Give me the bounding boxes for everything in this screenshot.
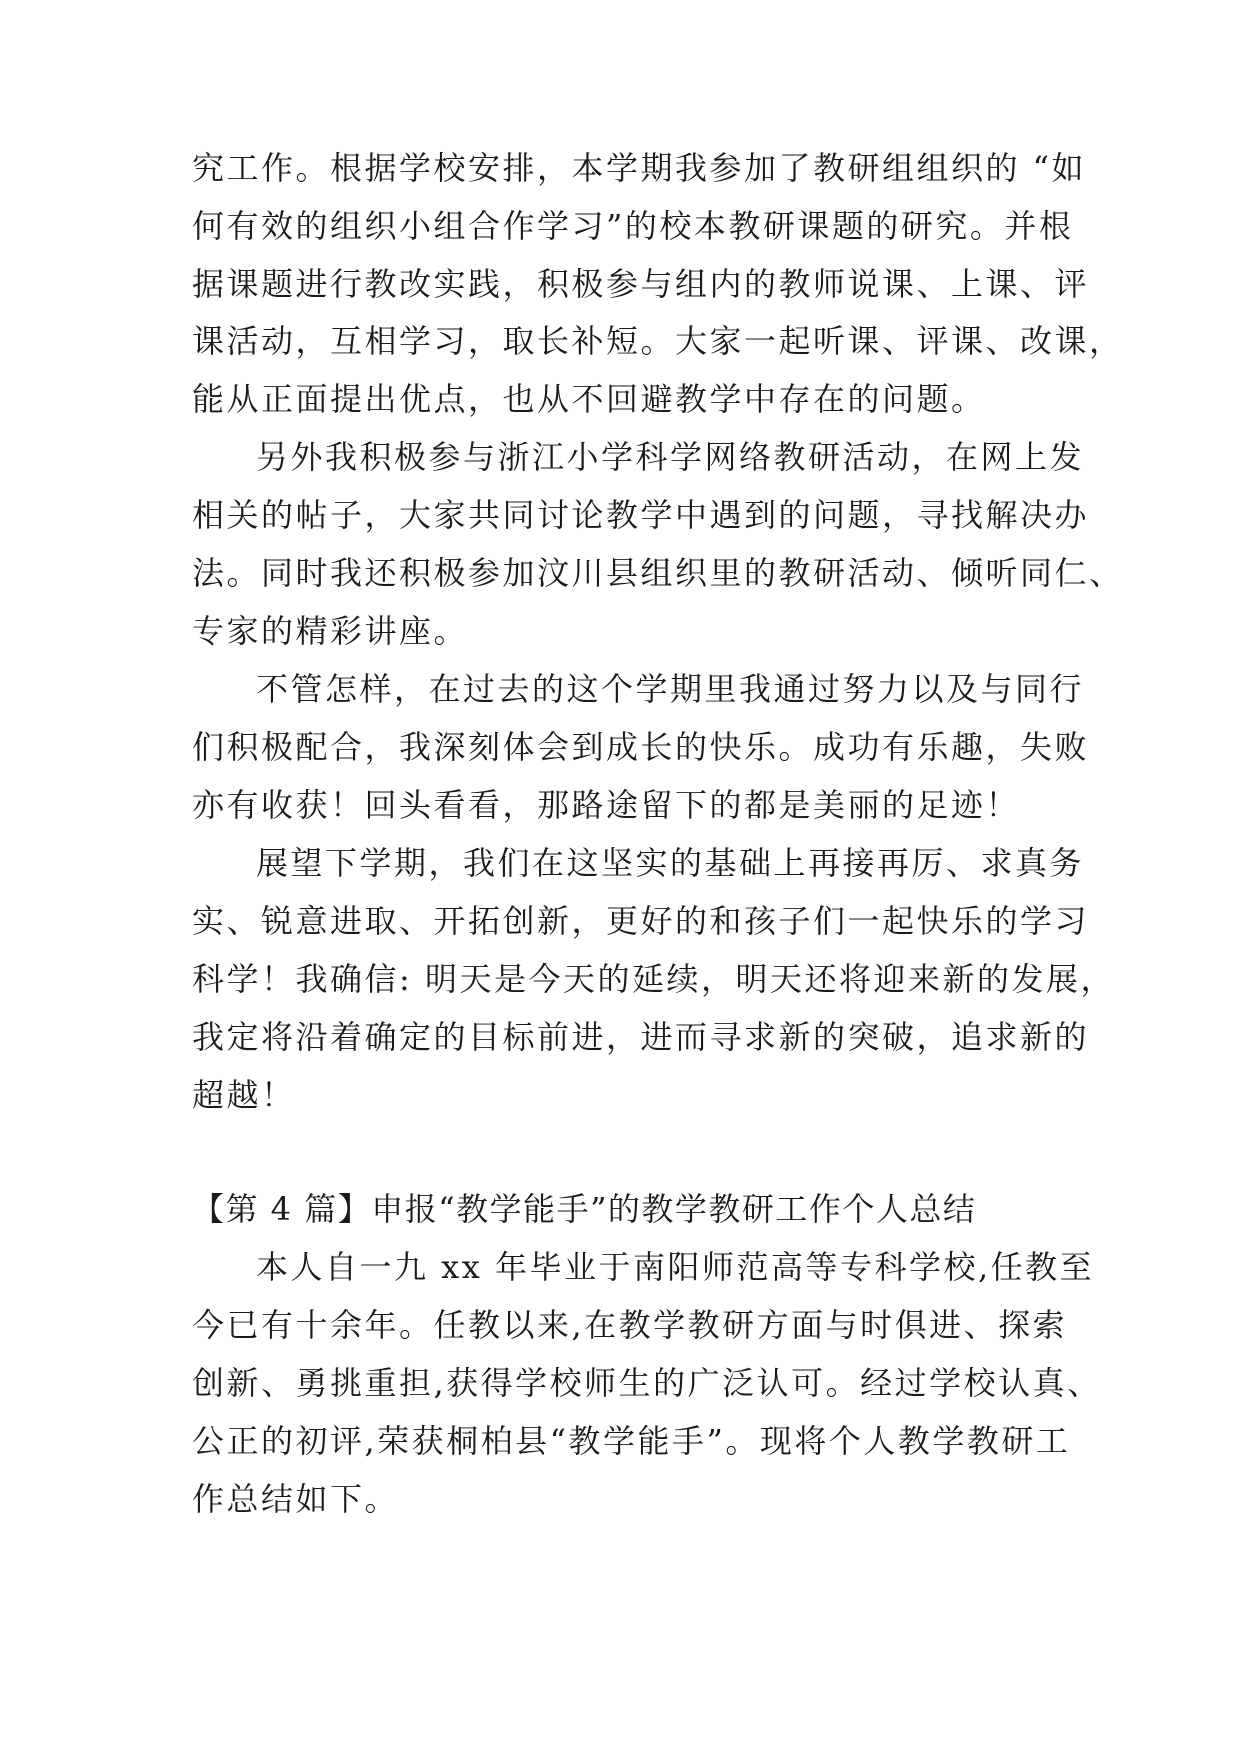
paragraph-line: 法。同时我还积极参加汶川县组织里的教研活动、倾听同仁、 [192,554,1124,592]
paragraph-line: 亦有收获！回头看看，那路途留下的都是美丽的足迹！ [192,786,1021,824]
paragraph-line: 何有效的组织小组合作学习”的校本教研课题的研究。并根 [192,207,1074,245]
section-title: 【第 4 篇】申报“教学能手”的教学教研工作个人总结 [192,1190,977,1228]
paragraph-line: 科学！我确信: 明天是今天的延续，明天还将迎来新的发展， [192,960,1115,998]
paragraph-line: 课活动，互相学习，取长补短。大家一起听课、评课、改课， [192,322,1124,360]
paragraph-line: 据课题进行教改实践，积极参与组内的教师说课、上课、评 [192,265,1090,303]
paragraph-line: 今已有十余年。任教以来,在教学教研方面与时俱进、探索 [192,1306,1068,1344]
paragraph-line: 公正的初评,荣获桐柏县“教学能手”。现将个人教学教研工 [192,1422,1071,1460]
paragraph-line: 本人自一九 xx 年毕业于南阳师范高等专科学校,任教至 [256,1248,1095,1286]
paragraph-line: 超越！ [192,1076,296,1114]
paragraph-line: 究工作。根据学校安排，本学期我参加了教研组组织的 “如 [192,149,1087,187]
paragraph-line: 们积极配合，我深刻体会到成长的快乐。成功有乐趣，失败 [192,728,1090,766]
paragraph-line: 相关的帖子，大家共同讨论教学中遇到的问题，寻找解决办 [192,496,1090,534]
paragraph-line: 能从正面提出优点，也从不回避教学中存在的问题。 [192,380,986,418]
paragraph-line: 不管怎样，在过去的这个学期里我通过努力以及与同行 [256,670,1085,708]
paragraph-line: 实、锐意进取、开拓创新，更好的和孩子们一起快乐的学习 [192,902,1090,940]
paragraph-line: 另外我积极参与浙江小学科学网络教研活动，在网上发 [256,438,1085,476]
paragraph-line: 展望下学期，我们在这坚实的基础上再接再厉、求真务 [256,844,1085,882]
paragraph-line: 作总结如下。 [192,1480,400,1518]
paragraph-line: 专家的精彩讲座。 [192,612,469,650]
paragraph-line: 创新、勇挑重担,获得学校师生的广泛认可。经过学校认真、 [192,1364,1102,1402]
paragraph-line: 我定将沿着确定的目标前进，进而寻求新的突破，追求新的 [192,1018,1090,1056]
